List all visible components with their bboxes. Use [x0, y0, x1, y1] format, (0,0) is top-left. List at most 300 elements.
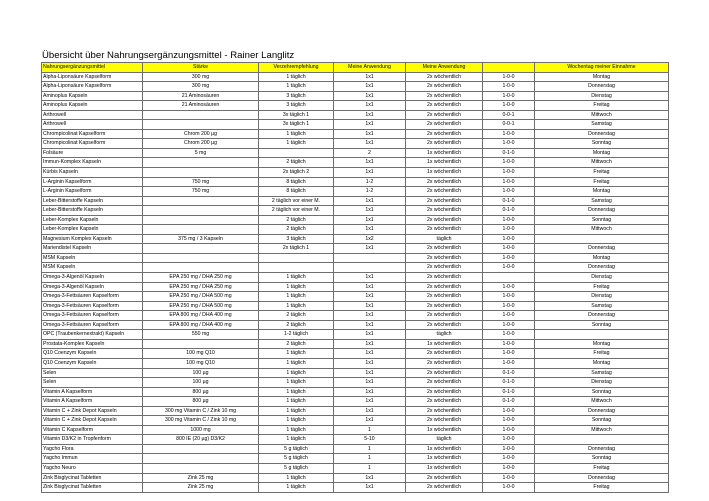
- table-cell: Mittwoch: [535, 425, 669, 435]
- table-cell: 1x1: [334, 196, 406, 206]
- table-cell: Immun-Komplex Kapseln: [42, 158, 143, 168]
- table-cell: 1 täglich: [259, 282, 334, 292]
- table-row: [42, 91, 669, 101]
- table-cell: [259, 253, 334, 263]
- table-cell: 2x wöchentlich: [406, 177, 483, 187]
- table-cell: Samstag: [535, 120, 669, 130]
- table-cell: [483, 273, 535, 283]
- table-row: [42, 225, 669, 235]
- table-cell: 1 täglich: [259, 473, 334, 483]
- table-cell: 1: [334, 444, 406, 454]
- table-cell: 800 µg: [143, 397, 259, 407]
- table-cell: 0-1-0: [483, 397, 535, 407]
- table-row: [42, 444, 669, 454]
- table-cell: 2x wöchentlich: [406, 91, 483, 101]
- table-cell: 1x1: [334, 225, 406, 235]
- table-cell: [143, 225, 259, 235]
- table-cell: Montag: [535, 72, 669, 82]
- table-cell: 1x1: [334, 72, 406, 82]
- table-cell: 100 µg: [143, 368, 259, 378]
- table-cell: 1-0-0: [483, 158, 535, 168]
- table-cell: Kürbis Kapseln: [42, 168, 143, 178]
- table-cell: 1-0-0: [483, 320, 535, 330]
- table-cell: [143, 158, 259, 168]
- table-cell: 1x wöchentlich: [406, 454, 483, 464]
- table-cell: [535, 435, 669, 445]
- table-cell: Aminoplus Kapseln: [42, 91, 143, 101]
- table-cell: 100 mg Q10: [143, 358, 259, 368]
- table-cell: Leber-Bitterstoffe Kapseln: [42, 206, 143, 216]
- table-cell: 1 täglich: [259, 483, 334, 493]
- table-row: [42, 473, 669, 483]
- table-cell: [334, 253, 406, 263]
- table-cell: 1-0-0: [483, 139, 535, 149]
- table-cell: Yagcho Immun: [42, 454, 143, 464]
- table-cell: 1x1: [334, 397, 406, 407]
- table-cell: 1 täglich: [259, 378, 334, 388]
- table-cell: Zink Bisglycinat Tabletten: [42, 483, 143, 493]
- table-cell: Mittwoch: [535, 397, 669, 407]
- table-cell: 2x wöchentlich: [406, 387, 483, 397]
- table-cell: [143, 263, 259, 273]
- table-cell: Vitamin A Kapselform: [42, 387, 143, 397]
- table-cell: Sonntag: [535, 387, 669, 397]
- table-cell: Yagcho Flora: [42, 444, 143, 454]
- table-cell: 1x wöchentlich: [406, 158, 483, 168]
- table-cell: [143, 463, 259, 473]
- table-cell: [259, 148, 334, 158]
- table-cell: Dienstag: [535, 91, 669, 101]
- table-cell: [334, 263, 406, 273]
- table-cell: [259, 263, 334, 273]
- table-cell: 2x täglich 2: [259, 168, 334, 178]
- table-cell: 1-0-0: [483, 177, 535, 187]
- table-cell: 21 Aminosäuren: [143, 101, 259, 111]
- table-cell: 2x wöchentlich: [406, 473, 483, 483]
- table-row: [42, 425, 669, 435]
- table-cell: Leber-Komplex Kapseln: [42, 225, 143, 235]
- table-cell: Donnerstag: [535, 82, 669, 92]
- table-cell: 1x2: [334, 234, 406, 244]
- table-cell: [143, 120, 259, 130]
- table-cell: Samstag: [535, 196, 669, 206]
- table-cell: Samstag: [535, 368, 669, 378]
- table-cell: Yagcho Neuro: [42, 463, 143, 473]
- table-cell: [143, 253, 259, 263]
- table-cell: 1x1: [334, 339, 406, 349]
- table-cell: 2x wöchentlich: [406, 244, 483, 254]
- table-cell: 1-0-0: [483, 91, 535, 101]
- table-cell: 100 mg Q10: [143, 349, 259, 359]
- table-cell: 1 täglich: [259, 406, 334, 416]
- table-cell: 2 täglich vor einer M.: [259, 196, 334, 206]
- table-cell: Leber-Bitterstoffe Kapseln: [42, 196, 143, 206]
- table-cell: 2x wöchentlich: [406, 368, 483, 378]
- table-cell: 2x wöchentlich: [406, 72, 483, 82]
- table-cell: 800 µg: [143, 387, 259, 397]
- table-cell: 1-0-0: [483, 473, 535, 483]
- table-cell: [143, 244, 259, 254]
- table-cell: 2x wöchentlich: [406, 263, 483, 273]
- table-cell: Mittwoch: [535, 158, 669, 168]
- table-cell: 1-0-0: [483, 244, 535, 254]
- table-cell: Alpha-Liponsäure Kapselform: [42, 72, 143, 82]
- table-row: [42, 311, 669, 321]
- table-cell: MSM Kapseln: [42, 253, 143, 263]
- table-cell: 2x wöchentlich: [406, 358, 483, 368]
- table-row: [42, 187, 669, 197]
- table-cell: 1-0-0: [483, 187, 535, 197]
- table-cell: 1 täglich: [259, 349, 334, 359]
- table-cell: 1-2: [334, 187, 406, 197]
- table-cell: Sonntag: [535, 416, 669, 426]
- table-cell: 1x1: [334, 139, 406, 149]
- table-cell: 2x wöchentlich: [406, 292, 483, 302]
- table-cell: 3 täglich: [259, 234, 334, 244]
- table-cell: 2 täglich: [259, 311, 334, 321]
- table-cell: 2x wöchentlich: [406, 215, 483, 225]
- table-cell: 2x wöchentlich: [406, 187, 483, 197]
- table-cell: 2x wöchentlich: [406, 82, 483, 92]
- table-cell: 1x1: [334, 129, 406, 139]
- table-cell: 2 täglich: [259, 320, 334, 330]
- table-cell: Donnerstag: [535, 406, 669, 416]
- table-cell: 1 täglich: [259, 368, 334, 378]
- table-cell: 2x wöchentlich: [406, 196, 483, 206]
- table-cell: OPC (Traubenkernextrakt) Kapseln: [42, 330, 143, 340]
- table-cell: 2x wöchentlich: [406, 282, 483, 292]
- table-cell: 1x wöchentlich: [406, 463, 483, 473]
- table-row: [42, 397, 669, 407]
- table-cell: Montag: [535, 358, 669, 368]
- table-cell: Selen: [42, 378, 143, 388]
- table-cell: Vitamin C + Zink Depot Kapseln: [42, 416, 143, 426]
- table-cell: 1x1: [334, 311, 406, 321]
- table-cell: 1x1: [334, 168, 406, 178]
- table-cell: Donnerstag: [535, 444, 669, 454]
- table-cell: Prostata-Komplex Kapseln: [42, 339, 143, 349]
- table-cell: 2x wöchentlich: [406, 311, 483, 321]
- table-cell: 0-1-0: [483, 196, 535, 206]
- table-cell: 1x wöchentlich: [406, 148, 483, 158]
- table-cell: 1-0-0: [483, 301, 535, 311]
- table-row: [42, 234, 669, 244]
- table-cell: 1x1: [334, 330, 406, 340]
- table-cell: Chrom 200 µg: [143, 139, 259, 149]
- table-cell: 1x1: [334, 320, 406, 330]
- table-cell: 1x1: [334, 349, 406, 359]
- table-cell: [143, 206, 259, 216]
- table-cell: 1x1: [334, 244, 406, 254]
- table-cell: 2x wöchentlich: [406, 110, 483, 120]
- table-cell: 1x1: [334, 91, 406, 101]
- table-cell: Leber-Komplex Kapseln: [42, 215, 143, 225]
- table-cell: 0-1-0: [483, 387, 535, 397]
- table-cell: 550 mg: [143, 330, 259, 340]
- table-cell: Arthrowell: [42, 110, 143, 120]
- table-cell: 1x1: [334, 82, 406, 92]
- table-cell: 1-0-0: [483, 406, 535, 416]
- table-row: [42, 406, 669, 416]
- table-cell: Dienstag: [535, 273, 669, 283]
- table-row: [42, 368, 669, 378]
- table-row: [42, 206, 669, 216]
- table-cell: 1-0-0: [483, 253, 535, 263]
- column-header: Stärke: [143, 63, 259, 73]
- table-cell: [143, 168, 259, 178]
- table-cell: [143, 454, 259, 464]
- table-cell: 1 täglich: [259, 82, 334, 92]
- table-cell: 2 täglich: [259, 339, 334, 349]
- table-cell: [535, 234, 669, 244]
- table-row: [42, 120, 669, 130]
- table-cell: 5 g täglich: [259, 454, 334, 464]
- table-cell: Omega-3-Algenöl Kapseln: [42, 282, 143, 292]
- table-row: [42, 349, 669, 359]
- table-cell: 1x1: [334, 215, 406, 225]
- table-cell: 2x wöchentlich: [406, 225, 483, 235]
- table-cell: Sonntag: [535, 215, 669, 225]
- table-cell: [143, 110, 259, 120]
- table-cell: 1-0-0: [483, 215, 535, 225]
- table-cell: 1-0-0: [483, 82, 535, 92]
- table-cell: 5 g täglich: [259, 463, 334, 473]
- column-header: Nahrungsergänzungsmittel: [42, 63, 143, 73]
- table-cell: 2x wöchentlich: [406, 253, 483, 263]
- table-cell: 2x wöchentlich: [406, 273, 483, 283]
- table-cell: 2x wöchentlich: [406, 416, 483, 426]
- table-cell: Vitamin D3/K2 in Tropfenform: [42, 435, 143, 445]
- table-cell: 2 täglich vor einer M.: [259, 206, 334, 216]
- table-cell: 2x wöchentlich: [406, 101, 483, 111]
- table-cell: 0-1-0: [483, 206, 535, 216]
- table-cell: 1 täglich: [259, 425, 334, 435]
- table-cell: Omega-3-Fettsäuren Kapselform: [42, 292, 143, 302]
- table-row: [42, 72, 669, 82]
- table-cell: [143, 339, 259, 349]
- table-cell: 2x wöchentlich: [406, 301, 483, 311]
- table-cell: 1-0-0: [483, 263, 535, 273]
- table-cell: Montag: [535, 148, 669, 158]
- table-row: [42, 454, 669, 464]
- table-cell: EPA 800 mg / DHA 400 mg: [143, 320, 259, 330]
- table-cell: 3x täglich 1: [259, 110, 334, 120]
- table-cell: 2x wöchentlich: [406, 349, 483, 359]
- table-cell: Omega-3-Algenöl Kapseln: [42, 273, 143, 283]
- table-cell: Mariendistel Kapseln: [42, 244, 143, 254]
- table-cell: 5-10: [334, 435, 406, 445]
- table-cell: Montag: [535, 339, 669, 349]
- table-cell: Omega-3-Fettsäuren Kapselform: [42, 301, 143, 311]
- table-cell: Donnerstag: [535, 311, 669, 321]
- table-cell: 1x1: [334, 473, 406, 483]
- table-cell: Magnesium Komplex Kapseln: [42, 234, 143, 244]
- table-cell: 1-0-0: [483, 435, 535, 445]
- table-cell: 1x1: [334, 301, 406, 311]
- table-cell: [143, 196, 259, 206]
- table-cell: EPA 250 mg / DHA 250 mg: [143, 273, 259, 283]
- table-row: [42, 110, 669, 120]
- table-cell: Freitag: [535, 177, 669, 187]
- table-cell: 1 täglich: [259, 397, 334, 407]
- table-cell: Q10 Coenzym Kapseln: [42, 358, 143, 368]
- table-cell: 1: [334, 425, 406, 435]
- table-cell: 1 täglich: [259, 301, 334, 311]
- table-cell: 1x1: [334, 273, 406, 283]
- table-body: [42, 72, 669, 492]
- table-row: [42, 435, 669, 445]
- table-cell: Freitag: [535, 101, 669, 111]
- table-cell: 300 mg: [143, 72, 259, 82]
- table-cell: Mittwoch: [535, 110, 669, 120]
- table-cell: 1-0-0: [483, 292, 535, 302]
- table-cell: Montag: [535, 187, 669, 197]
- table-cell: 21 Aminosäuren: [143, 91, 259, 101]
- table-cell: 1 täglich: [259, 72, 334, 82]
- table-cell: 1-0-0: [483, 168, 535, 178]
- table-cell: Zink 25 mg: [143, 483, 259, 493]
- table-cell: 1x1: [334, 292, 406, 302]
- table-cell: 0-1-0: [483, 148, 535, 158]
- table-row: [42, 253, 669, 263]
- table-cell: Montag: [535, 253, 669, 263]
- table-cell: 1 täglich: [259, 435, 334, 445]
- table-row: [42, 339, 669, 349]
- table-row: [42, 301, 669, 311]
- table-row: [42, 463, 669, 473]
- table-cell: Alpha-Liponsäure Kapselform: [42, 82, 143, 92]
- table-cell: Freitag: [535, 282, 669, 292]
- table-cell: 0-0-1: [483, 110, 535, 120]
- table-cell: täglich: [406, 330, 483, 340]
- table-cell: Q10 Coenzym Kapseln: [42, 349, 143, 359]
- table-cell: 1 täglich: [259, 387, 334, 397]
- table-cell: Sonntag: [535, 320, 669, 330]
- table-cell: 1x1: [334, 206, 406, 216]
- table-cell: Selen: [42, 368, 143, 378]
- table-cell: 1-0-0: [483, 425, 535, 435]
- table-row: [42, 139, 669, 149]
- table-cell: 2: [334, 148, 406, 158]
- table-cell: 1-0-0: [483, 349, 535, 359]
- table-row: [42, 129, 669, 139]
- table-row: [42, 330, 669, 340]
- table-cell: 750 mg: [143, 187, 259, 197]
- table-cell: 750 mg: [143, 177, 259, 187]
- table-cell: 100 µg: [143, 378, 259, 388]
- table-cell: 1 täglich: [259, 416, 334, 426]
- table-cell: 1x1: [334, 406, 406, 416]
- table-row: [42, 358, 669, 368]
- table-cell: 1x1: [334, 158, 406, 168]
- table-cell: 2 täglich: [259, 225, 334, 235]
- table-cell: 3 täglich: [259, 101, 334, 111]
- table-cell: 8 täglich: [259, 187, 334, 197]
- table-cell: Donnerstag: [535, 206, 669, 216]
- table-cell: 1: [334, 454, 406, 464]
- table-cell: Aminoplus Kapseln: [42, 101, 143, 111]
- table-cell: 8 täglich: [259, 177, 334, 187]
- table-cell: 5 mg: [143, 148, 259, 158]
- table-cell: [535, 330, 669, 340]
- table-cell: Arthrowell: [42, 120, 143, 130]
- table-cell: 300 mg Vitamin C / Zink 10 mg: [143, 416, 259, 426]
- table-cell: 1 täglich: [259, 139, 334, 149]
- table-cell: EPA 250 mg / DHA 500 mg: [143, 301, 259, 311]
- table-cell: Sonntag: [535, 139, 669, 149]
- table-row: [42, 320, 669, 330]
- table-cell: 1x wöchentlich: [406, 168, 483, 178]
- table-cell: 3x täglich 1: [259, 120, 334, 130]
- table-cell: 0-1-0: [483, 378, 535, 388]
- table-row: [42, 273, 669, 283]
- table-cell: 0-1-0: [483, 368, 535, 378]
- table-cell: Donnerstag: [535, 244, 669, 254]
- table-cell: 2x wöchentlich: [406, 139, 483, 149]
- table-cell: täglich: [406, 234, 483, 244]
- supplement-table: [41, 62, 669, 493]
- table-cell: 2x täglich 1: [259, 244, 334, 254]
- table-row: [42, 483, 669, 493]
- table-cell: 2x wöchentlich: [406, 378, 483, 388]
- table-cell: 2x wöchentlich: [406, 129, 483, 139]
- table-cell: Dienstag: [535, 378, 669, 388]
- table-row: [42, 416, 669, 426]
- table-cell: 2x wöchentlich: [406, 206, 483, 216]
- column-header: Wochentag meiner Einnahme: [535, 63, 669, 73]
- table-row: [42, 292, 669, 302]
- table-cell: 1-0-0: [483, 101, 535, 111]
- table-cell: 1 täglich: [259, 129, 334, 139]
- table-cell: 1x1: [334, 120, 406, 130]
- table-cell: Vitamin C + Zink Depot Kapseln: [42, 406, 143, 416]
- table-cell: 1x1: [334, 387, 406, 397]
- table-cell: L-Arginin Kapselform: [42, 187, 143, 197]
- table-cell: 2 täglich: [259, 158, 334, 168]
- table-cell: 300 mg Vitamin C / Zink 10 mg: [143, 406, 259, 416]
- table-cell: 1x1: [334, 358, 406, 368]
- table-cell: 2x wöchentlich: [406, 483, 483, 493]
- table-cell: 1-0-0: [483, 234, 535, 244]
- table-cell: [143, 215, 259, 225]
- table-row: [42, 82, 669, 92]
- table-cell: Samstag: [535, 301, 669, 311]
- table-cell: 1x1: [334, 282, 406, 292]
- table-row: [42, 387, 669, 397]
- table-cell: EPA 800 mg / DHA 400 mg: [143, 311, 259, 321]
- table-cell: Vitamin C Kapselform: [42, 425, 143, 435]
- table-row: [42, 168, 669, 178]
- table-cell: 2x wöchentlich: [406, 397, 483, 407]
- table-cell: 1-0-0: [483, 339, 535, 349]
- table-cell: MSM Kapseln: [42, 263, 143, 273]
- table-cell: 5 g täglich: [259, 444, 334, 454]
- column-header: [483, 63, 535, 73]
- table-cell: 1-0-0: [483, 358, 535, 368]
- table-cell: 1x wöchentlich: [406, 425, 483, 435]
- table-row: [42, 196, 669, 206]
- column-header: Meine Anwendung: [406, 63, 483, 73]
- table-cell: 300 mg: [143, 82, 259, 92]
- column-header: Verzehrempfehlung: [259, 63, 334, 73]
- table-cell: 1-0-0: [483, 72, 535, 82]
- table-cell: 1 täglich: [259, 292, 334, 302]
- header-row: [42, 63, 669, 73]
- table-cell: 1x1: [334, 368, 406, 378]
- table-cell: EPA 250 mg / DHA 500 mg: [143, 292, 259, 302]
- table-cell: 1x1: [334, 101, 406, 111]
- table-cell: Chrom 200 µg: [143, 129, 259, 139]
